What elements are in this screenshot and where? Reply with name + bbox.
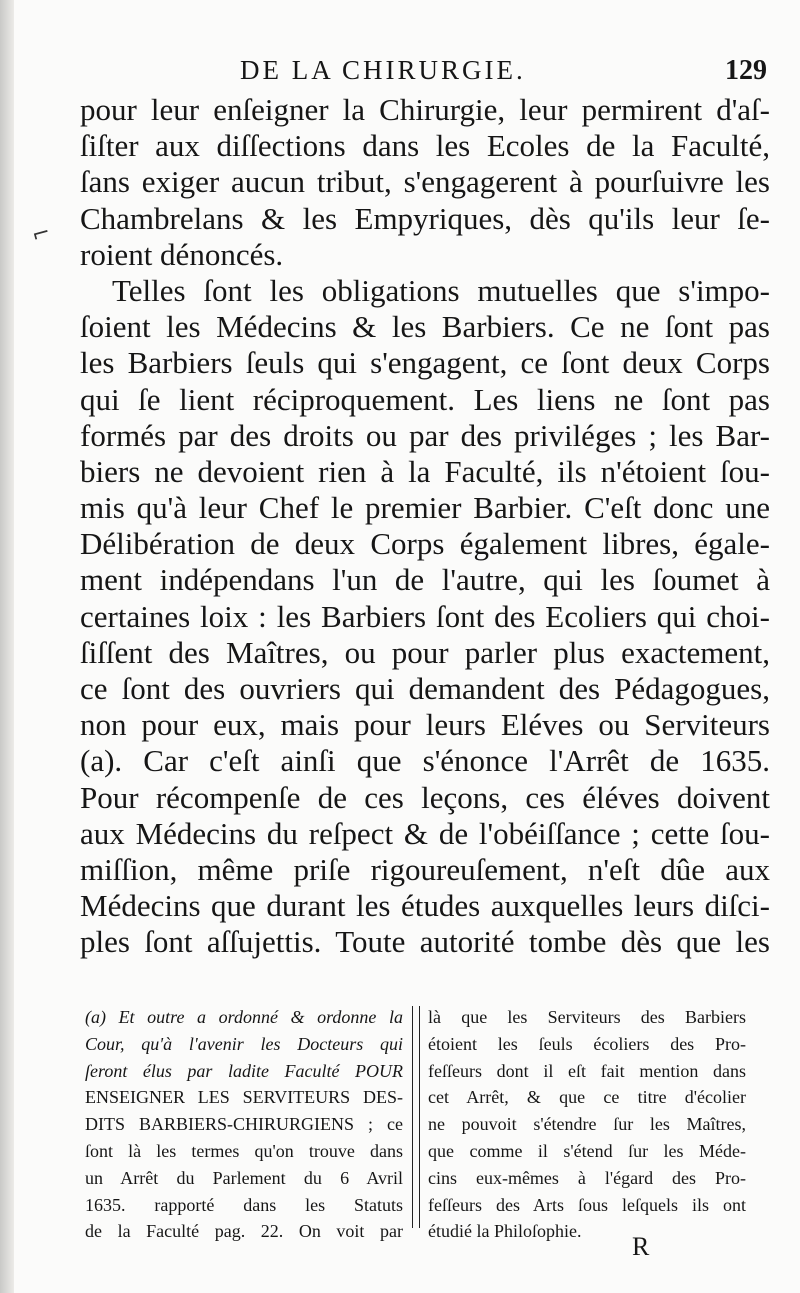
margin-mark: ⌐ <box>29 220 54 249</box>
signature-mark: R <box>632 1232 650 1261</box>
footnote-line: DITS BARBIERS-CHIRURGIENS ; ce <box>85 1114 403 1135</box>
text-line: formés par des droits ou par des priviléges ; les Bar- <box>80 417 770 453</box>
footnote-line: Cour, qu'à l'avenir les Docteurs qui <box>85 1033 403 1054</box>
text-line: non pour eux, mais pour leurs Eléves ou Serviteurs <box>80 707 770 743</box>
text-line: Médecins que durant les études auxquelles leurs diſci- <box>80 888 770 924</box>
footnote-line: de la Faculté pag. 22. On voit par <box>85 1221 403 1242</box>
text-line: Pour récompenſe de ces leçons, ces éléves doivent <box>80 779 770 815</box>
text-line: ſoient les Médecins & les Barbiers. Ce ne ſont pas <box>80 309 770 345</box>
footnote-line: étudié la Philoſophie. <box>428 1221 582 1242</box>
text-line: miſſion, même priſe rigoureuſement, n'eſt dûe aux <box>80 851 770 887</box>
text-line: qui ſe lient réciproquement. Les liens ne ſont pas <box>80 381 770 417</box>
text-line: (a). Car c'eſt ainſi que s'énonce l'Arrêt de 1635. <box>80 743 770 779</box>
text-line: aux Médecins du reſpect & de l'obéiſſance ; cette ſou- <box>80 815 770 851</box>
footnote-line: ſeront élus par ladite Faculté POUR <box>85 1060 403 1081</box>
text-line: certaines loix : les Barbiers ſont des Ecoliers qui choi- <box>80 598 770 634</box>
footnote-column-right <box>428 1004 746 1245</box>
text-line: ſans exiger aucun tribut, s'engagerent à pourſuivre les <box>80 164 770 200</box>
footnote-line: feſſeurs dont il eſt fait mention dans <box>428 1060 746 1081</box>
text-line: ſiſter aux diſſections dans les Ecoles de la Faculté, <box>80 128 770 164</box>
text-line: ſiſſent des Maîtres, ou pour parler plus exactement, <box>80 634 770 670</box>
page-number: 129 <box>725 55 767 86</box>
footnote-line: là que les Serviteurs des Barbiers <box>428 1007 746 1027</box>
footnote-line: un Arrêt du Parlement du 6 Avril <box>85 1167 403 1188</box>
text-line: ce ſont des ouvriers qui demandent des Pédagogues, <box>80 671 770 706</box>
footnote-line: cins eux-mêmes à l'égard des Pro- <box>428 1167 746 1188</box>
text-line: Chambrelans & les Empyriques, dès qu'ils leur ſe- <box>80 200 770 236</box>
text-line: Délibération de deux Corps également libres, égale- <box>80 526 770 562</box>
running-head: DE LA CHIRURGIE. <box>240 55 526 85</box>
footnote-line: 1635. rapporté dans les Statuts <box>85 1194 403 1215</box>
footnote-line: (a) Et outre a ordonné & ordonne la <box>85 1007 403 1027</box>
footnote-line: feſſeurs des Arts ſous leſquels ils ont <box>428 1194 746 1215</box>
footnote-line: ne pouvoit s'étendre ſur les Maîtres, <box>428 1114 746 1135</box>
text-line: ples ſont aſſujettis. Toute autorité tombe dès que les <box>80 924 770 960</box>
footnote-line: ENSEIGNER LES SERVITEURS DES- <box>85 1087 403 1108</box>
column-divider <box>412 1006 420 1228</box>
text-line: les Barbiers ſeuls qui s'engagent, ce ſont deux Corps <box>80 345 770 381</box>
footnote-line: étoient les ſeuls écoliers des Pro- <box>428 1033 746 1054</box>
page-gutter-shadow <box>0 0 14 1293</box>
text-line: pour leur enſeigner la Chirurgie, leur permirent d'aſ- <box>80 92 770 127</box>
text-line: Telles ſont les obligations mutuelles que s'impo- <box>112 272 770 308</box>
footnote-line: que comme il s'étend ſur les Méde- <box>428 1140 746 1161</box>
footnote-line: ſont là les termes qu'on trouve dans <box>85 1140 403 1161</box>
footnotes <box>85 1004 775 1242</box>
footnote-line: cet Arrêt, & que ce titre d'écolier <box>428 1087 746 1108</box>
text-line: ment indépendans l'un de l'autre, qui les ſoumet à <box>80 562 770 598</box>
body-text <box>80 92 770 961</box>
text-line: biers ne devoient rien à la Faculté, ils n'étoient ſou- <box>80 453 770 489</box>
text-line: roient dénoncés. <box>80 236 284 272</box>
page-header <box>200 55 775 95</box>
footnote-column-left <box>85 1004 403 1245</box>
text-line: mis qu'à leur Chef le premier Barbier. C'eſt donc une <box>80 490 770 526</box>
